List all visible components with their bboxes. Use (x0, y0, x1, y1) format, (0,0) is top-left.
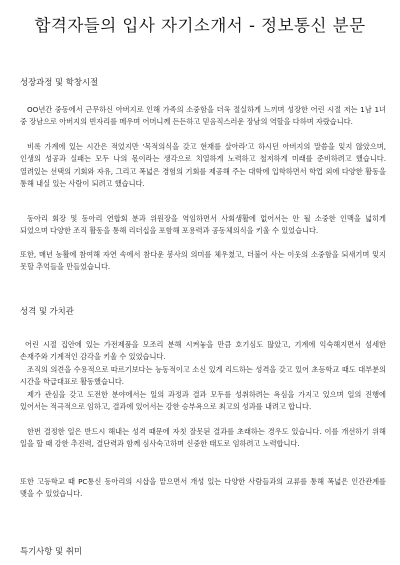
paragraph: 비록 가계에 있는 시간은 적었지만 '목적의식을 갖고 현재를 살아라'고 하시던 아버지의 말씀을 잊지 않았으며, 인생의 성공과 실패는 모두 나의 몫이라는 생각으로 치열하게 노력하고 철저하게 미래를 준비하려고 했습니다. 열려있는 선택의 기회와 자유, 그리고 폭넓은 경험의 기회를 제공해 주는 대학에 입학하면서 학업 외에 다양한 활동을 통해 내실 있는 사람이 되려고 했습니다. (20, 142, 386, 188)
section-heading-hobbies: 특기사항 및 취미 (20, 546, 82, 556)
paragraph: OO년간 중동에서 근무하신 아버지로 인해 가족의 소중함을 더욱 절실하게 느끼며 성장한 어린 시절 저는 1남 1녀 중 장남으로 아버지의 빈자리를 메우며 어머니께 든든하고 믿음직스러운 장남의 역할을 다하며 자랐습니다. (20, 105, 386, 127)
paragraph: 조직의 의견을 수용적으로 따르기보다는 능동적이고 소신 있게 리드하는 성격을 갖고 있어 초등학교 때도 대부분의 시간을 학급대표로 활동했습니다. (20, 365, 386, 387)
section-heading-growth: 성장과정 및 학창시절 (20, 77, 99, 87)
section-heading-personality: 성격 및 가치관 (20, 306, 74, 316)
paragraph: 어린 시절 집안에 있는 가전제품을 모조리 분해 시켜놓을 만큼 호기심도 많았고, 기계에 익숙해지면서 섬세한 손재주와 기계적인 감각을 키울 수 있었습니다. (20, 340, 386, 362)
paragraph: 제가 관심을 갖고 도전한 분야에서는 일의 과정과 결과 모두를 성취하려는 욕심을 가지고 있으며 일의 진행에 있어서는 적극적으로 임하고, 결과에 있어서는 강한 승부욕으로 최고의 성과를 내려고 합니다. (20, 390, 386, 412)
paragraph: 또한, 매년 농활에 참여해 자연 속에서 참다운 봉사의 의미를 체우쳤고, 더불어 사는 이웃의 소중함을 되새기며 잊지 못할 추억들을 만들었습니다. (20, 250, 386, 272)
paragraph: 동아리 회장 및 동아리 연합회 분과 위원장을 역임하면서 사회생활에 없어서는 안 될 소중한 인맥을 넓히게 되었으며 다양한 조직 활동을 통해 리더십을 포함해 포용력과 공동체의식을 키울 수 있었습니다. (20, 214, 386, 236)
paragraph: 한번 결정한 일은 반드시 해내는 성격 때문에 자칫 잘못된 결과를 초래하는 경우도 있습니다. 이를 개선하기 위해 일을 할 때 강한 추진력, 결단력과 함께 심사숙고하며 신중한 태도로 임하려고 노력합니다. (20, 427, 386, 449)
document-title: 합격자들의 입사 자기소개서 - 정보통신 분문 (34, 16, 366, 35)
paragraph: 또한 고등학교 때 PC통신 동아리의 시삽을 맡으면서 개성 있는 다양한 사람들과의 교류를 통해 폭넓은 인간관계를 맺을 수 있었습니다. (20, 477, 386, 499)
